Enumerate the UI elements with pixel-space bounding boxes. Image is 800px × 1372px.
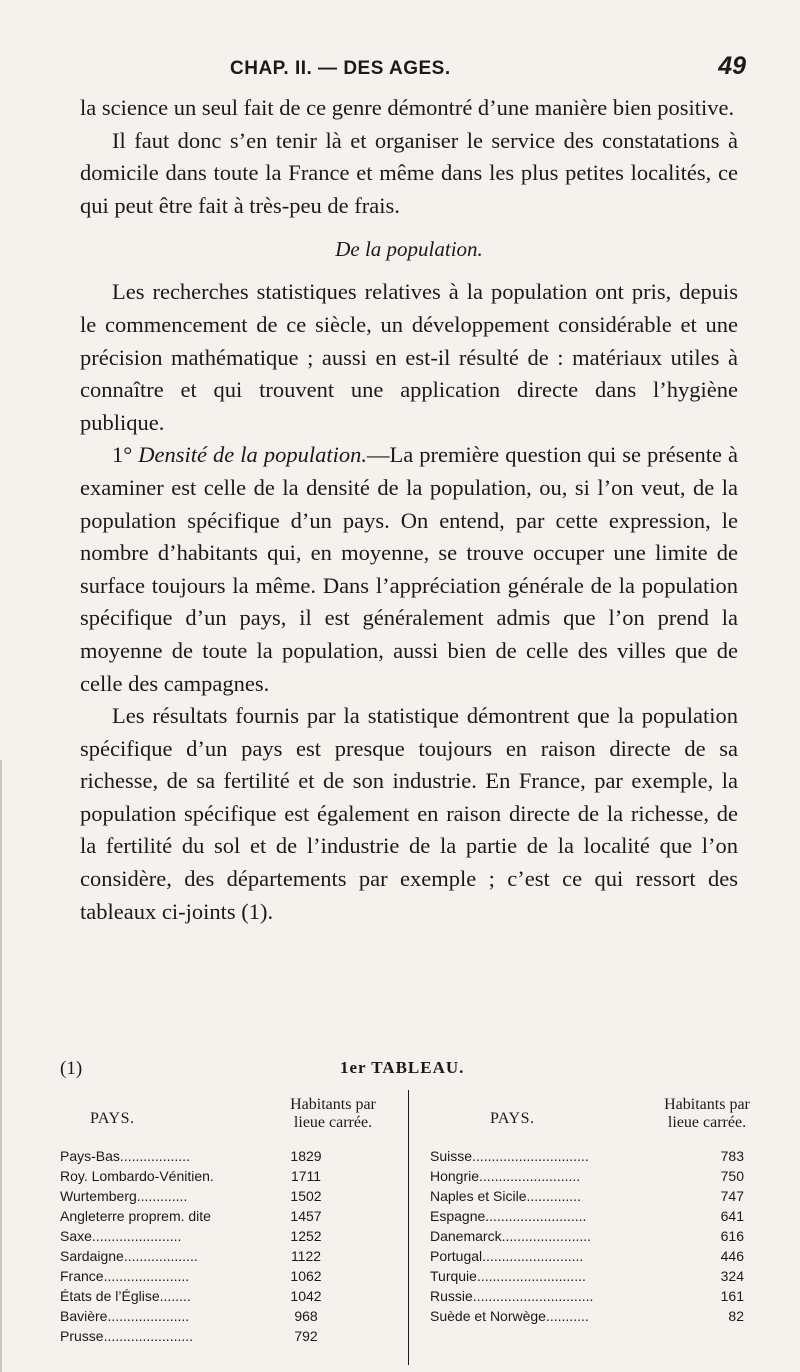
table-row	[430, 1286, 750, 1306]
table-row	[430, 1146, 750, 1166]
paragraph-2: Il faut donc s’en tenir là et organiser le service des constatations à domicile dans toute la France et même dans les plus petites localités, ce qui peut être fait à très-peu de frais.	[80, 127, 738, 218]
table-row	[430, 1226, 750, 1246]
table-heading	[60, 1058, 750, 1094]
density-value: 1122	[290, 1248, 322, 1264]
right-column	[430, 1094, 750, 1326]
density-value: 82	[728, 1308, 744, 1324]
density-value: 747	[720, 1188, 744, 1204]
country-name: Naples et Sicile..............	[430, 1188, 581, 1204]
table-row	[60, 1166, 395, 1186]
table-row	[60, 1206, 395, 1226]
country-name: Russie...............................	[430, 1288, 594, 1304]
section-heading: De la population.	[335, 237, 483, 262]
country-name: Danemarck.......................	[430, 1228, 592, 1244]
paragraph-4-text: —La première question qui se présente à examiner est celle de la densité de la population, ou, si l’on veut, de la population spécifique d’un pays. On entend, par cette expression, le nombre d’habitants qui, en moyenne, se trouve occuper une limite de surface toujours la même. Dans l’appréciation générale de la population spécifique d’un pays, il est généralement admis que l’on prend la moyenne de toute la population, aussi bien de celle des villes que de celle des campagnes.	[80, 442, 738, 696]
paragraph-1: la science un seul fait de ce genre démontré d’une manière bien positive.	[80, 95, 735, 120]
table-title: 1er TABLEAU.	[340, 1058, 465, 1077]
density-value: 783	[720, 1148, 744, 1164]
country-name: Turquie............................	[430, 1268, 586, 1284]
table-row	[60, 1326, 395, 1346]
density-value: 1829	[290, 1148, 322, 1164]
left-column-header	[60, 1094, 395, 1146]
page-gutter-shadow	[0, 760, 2, 1372]
density-value: 750	[720, 1168, 744, 1184]
density-value: 641	[720, 1208, 744, 1224]
table-row	[60, 1266, 395, 1286]
paragraph-4-heading: Densité de la population.	[138, 442, 367, 468]
table-row	[430, 1246, 750, 1266]
density-value: 1062	[290, 1268, 322, 1284]
table-row	[60, 1286, 395, 1306]
country-name: Saxe.......................	[60, 1228, 182, 1244]
chapter-title: CHAP. II. — DES AGES.	[230, 58, 451, 79]
country-name: Suisse..............................	[430, 1148, 589, 1164]
table-row	[60, 1186, 395, 1206]
column-divider	[408, 1090, 409, 1365]
country-name: Angleterre proprem. dite	[60, 1208, 211, 1224]
country-name: Pays-Bas..................	[60, 1148, 190, 1164]
density-header: Habitants par lieue carrée.	[290, 1096, 376, 1131]
table-row	[60, 1246, 395, 1266]
right-rows	[430, 1146, 750, 1326]
country-name: Wurtemberg.............	[60, 1188, 188, 1204]
table-row	[430, 1206, 750, 1226]
table-row	[60, 1226, 395, 1246]
paragraph-5: Les résultats fournis par la statistique démontrent que la population spécifique d’un pays est presque toujours en raison directe de sa richesse, de sa fertilité et de son industrie. En France, par exemple, la population spécifique est également en raison directe de la richesse, de la fertilité du sol et de l’industrie de la partie de la localité que l’on considère, des départements par exemple ; c’est ce qui ressort des tableaux ci-joints (1).	[80, 703, 738, 924]
country-name: Roy. Lombardo-Vénitien.	[60, 1168, 214, 1184]
book-page	[80, 52, 746, 928]
density-value: 792	[294, 1328, 318, 1344]
table-row	[430, 1186, 750, 1206]
page-number: 49	[718, 52, 746, 80]
running-header	[80, 52, 746, 86]
left-rows	[60, 1146, 395, 1346]
body-text	[80, 92, 738, 928]
country-name: Sardaigne...................	[60, 1248, 198, 1264]
density-value: 968	[294, 1308, 318, 1324]
density-value: 446	[720, 1248, 744, 1264]
table-columns	[60, 1094, 750, 1366]
country-name: Hongrie..........................	[430, 1168, 581, 1184]
density-value: 161	[720, 1288, 744, 1304]
density-value: 1042	[290, 1288, 322, 1304]
country-name: Portugal..........................	[430, 1248, 584, 1264]
country-name: Prusse.......................	[60, 1328, 194, 1344]
table-row	[430, 1266, 750, 1286]
table-row	[430, 1306, 750, 1326]
country-name: France......................	[60, 1268, 190, 1284]
country-name: Espagne..........................	[430, 1208, 587, 1224]
density-value: 616	[720, 1228, 744, 1244]
density-value: 1711	[290, 1168, 322, 1184]
paragraph-4	[80, 439, 738, 700]
footnote-mark: (1)	[60, 1058, 83, 1079]
density-value: 1252	[290, 1228, 322, 1244]
density-value: 1502	[290, 1188, 322, 1204]
density-value: 1457	[290, 1208, 322, 1224]
left-column	[60, 1094, 395, 1346]
right-column-header	[430, 1094, 750, 1146]
country-name: Bavière.....................	[60, 1308, 190, 1324]
density-value: 324	[720, 1268, 744, 1284]
country-header: PAYS.	[90, 1110, 135, 1127]
country-header: PAYS.	[490, 1110, 535, 1127]
paragraph-3: Les recherches statistiques relatives à la population ont pris, depuis le commencement de ce siècle, un développement considérable et une précision mathématique ; aussi en est-il résulté de : matériaux utiles à connaître et qui trouvent une application directe dans l’hygiène publique.	[80, 279, 738, 435]
population-table	[60, 1058, 750, 1366]
table-row	[430, 1166, 750, 1186]
density-header: Habitants par lieue carrée.	[664, 1096, 750, 1131]
table-row	[60, 1146, 395, 1166]
country-name: États de l’Église........	[60, 1288, 191, 1304]
table-row	[60, 1306, 395, 1326]
paragraph-4-number: 1°	[112, 442, 139, 468]
country-name: Suède et Norwège...........	[430, 1308, 589, 1324]
